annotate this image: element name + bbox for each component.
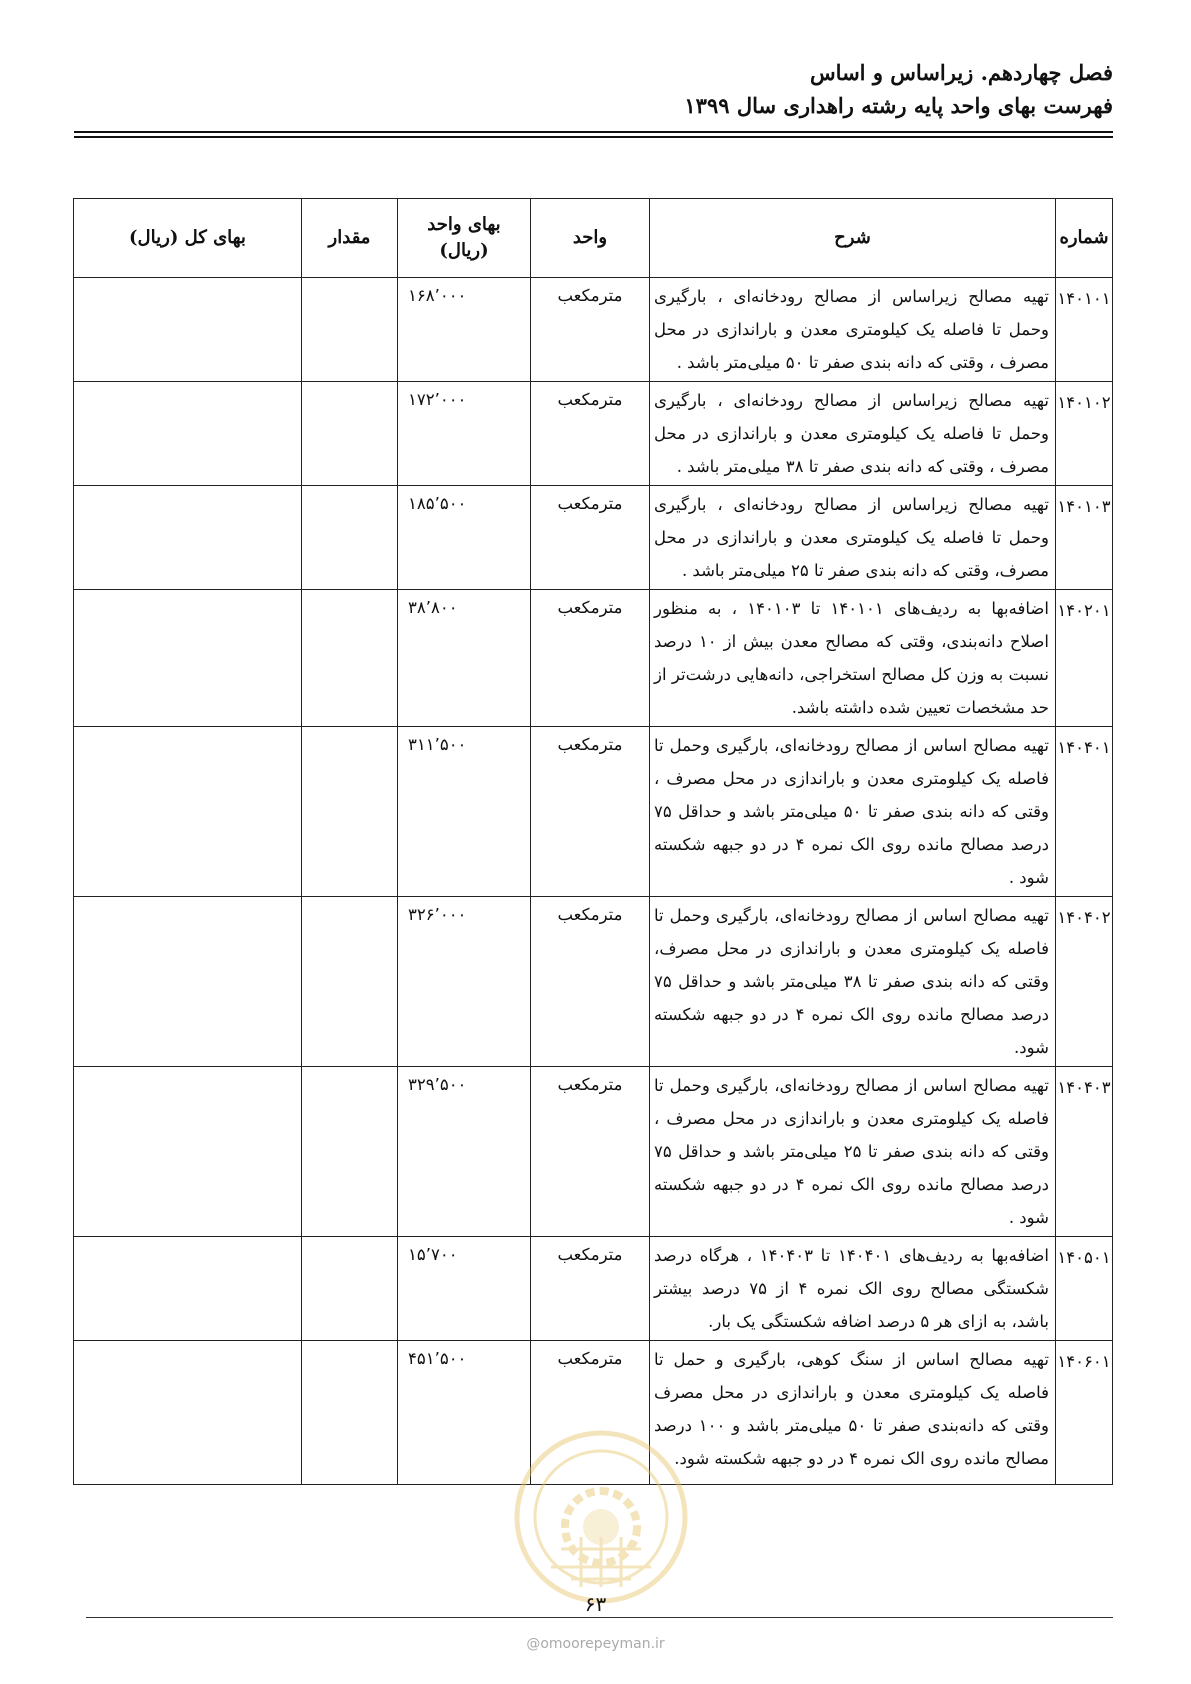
row-description: اضافه‌بها به ردیف‌های ۱۴۰۱۰۱ تا ۱۴۰۱۰۳ ، به منظور اصلاح دانه‌بندی، وقتی که مصالح معدن بیش از ۱۰ درصد نسبت به وزن کل مصالح استخراجی، دانه‌هایی درشت‌تر از حد مشخصات تعیین شده داشته باشد. xyxy=(650,590,1056,727)
row-description: تهیه مصالح زیراساس از مصالح رودخانه‌ای ، بارگیری وحمل تا فاصله یک کیلومتری معدن و باراندازی در محل مصرف ، وقتی که دانه بندی صفر تا ۳۸ میلی‌متر باشد . xyxy=(650,382,1056,486)
row-total xyxy=(74,727,302,897)
row-quantity xyxy=(302,1237,398,1341)
site-watermark: @omoorepeyman.ir xyxy=(526,1636,665,1652)
row-unit-price: ۱۷۲٬۰۰۰ xyxy=(398,382,531,486)
row-total xyxy=(74,897,302,1067)
row-description: تهیه مصالح اساس از سنگ کوهی، بارگیری و حمل تا فاصله یک کیلومتری معدن و باراندازی در محل مصرف وقتی که دانه‌بندی صفر تا ۵۰ میلی‌متر باشد و ۱۰۰ درصد مصالح مانده روی الک نمره ۴ در دو جبهه شکسته شود. xyxy=(650,1341,1056,1485)
header-description: شرح xyxy=(650,199,1056,278)
header-rule-bottom xyxy=(74,136,1113,138)
row-unit: مترمکعب xyxy=(531,1237,650,1341)
row-total xyxy=(74,1341,302,1485)
row-unit-price: ۱۶۸٬۰۰۰ xyxy=(398,278,531,382)
header-unit: واحد xyxy=(531,199,650,278)
row-unit-price: ۳۱۱٬۵۰۰ xyxy=(398,727,531,897)
row-unit-price: ۱۸۵٬۵۰۰ xyxy=(398,486,531,590)
row-unit-price: ۱۵٬۷۰۰ xyxy=(398,1237,531,1341)
table-row xyxy=(74,1067,1113,1237)
table-row xyxy=(74,1237,1113,1341)
row-code: ۱۴۰۵۰۱ xyxy=(1056,1237,1113,1341)
row-quantity xyxy=(302,1067,398,1237)
row-total xyxy=(74,1237,302,1341)
row-unit-price: ۳۲۹٬۵۰۰ xyxy=(398,1067,531,1237)
row-unit-price: ۳۸٬۸۰۰ xyxy=(398,590,531,727)
header-quantity: مقدار xyxy=(302,199,398,278)
header-code: شماره xyxy=(1056,199,1113,278)
row-code: ۱۴۰۱۰۳ xyxy=(1056,486,1113,590)
row-code: ۱۴۰۴۰۲ xyxy=(1056,897,1113,1067)
table-header-row xyxy=(74,199,1113,278)
row-code: ۱۴۰۶۰۱ xyxy=(1056,1341,1113,1485)
row-unit-price: ۳۲۶٬۰۰۰ xyxy=(398,897,531,1067)
row-unit: مترمکعب xyxy=(531,1341,650,1485)
row-unit: مترمکعب xyxy=(531,486,650,590)
row-unit: مترمکعب xyxy=(531,278,650,382)
row-description: تهیه مصالح زیراساس از مصالح رودخانه‌ای ، بارگیری وحمل تا فاصله یک کیلومتری معدن و باراندازی در محل مصرف ، وقتی که دانه بندی صفر تا ۵۰ میلی‌متر باشد . xyxy=(650,278,1056,382)
table-row xyxy=(74,897,1113,1067)
row-unit: مترمکعب xyxy=(531,590,650,727)
row-quantity xyxy=(302,486,398,590)
row-quantity xyxy=(302,1341,398,1485)
table-row xyxy=(74,590,1113,727)
row-code: ۱۴۰۴۰۱ xyxy=(1056,727,1113,897)
row-unit: مترمکعب xyxy=(531,382,650,486)
row-total xyxy=(74,1067,302,1237)
row-unit: مترمکعب xyxy=(531,727,650,897)
row-code: ۱۴۰۱۰۱ xyxy=(1056,278,1113,382)
row-quantity xyxy=(302,897,398,1067)
row-code: ۱۴۰۲۰۱ xyxy=(1056,590,1113,727)
row-total xyxy=(74,382,302,486)
row-code: ۱۴۰۴۰۳ xyxy=(1056,1067,1113,1237)
row-code: ۱۴۰۱۰۲ xyxy=(1056,382,1113,486)
table-row xyxy=(74,1341,1113,1485)
row-description: تهیه مصالح زیراساس از مصالح رودخانه‌ای ، بارگیری وحمل تا فاصله یک کیلومتری معدن و باراندازی در محل مصرف، وقتی که دانه بندی صفر تا ۲۵ میلی‌متر باشد . xyxy=(650,486,1056,590)
row-unit-price: ۴۵۱٬۵۰۰ xyxy=(398,1341,531,1485)
page-number: ۶۳ xyxy=(584,1592,607,1616)
row-description: تهیه مصالح اساس از مصالح رودخانه‌ای، بارگیری وحمل تا فاصله یک کیلومتری معدن و باراندازی در محل مصرف ، وقتی که دانه بندی صفر تا ۵۰ میلی‌متر باشد و حداقل ۷۵ درصد مصالح مانده روی الک نمره ۴ در دو جبهه شکسته شود . xyxy=(650,727,1056,897)
price-list-title: فهرست بهای واحد پایه رشته راهداری سال ۱۳۹۹ xyxy=(684,93,1113,118)
row-description: اضافه‌بها به ردیف‌های ۱۴۰۴۰۱ تا ۱۴۰۴۰۳ ، هرگاه درصد شکستگی مصالح روی الک نمره ۴ از ۷۵ درصد بیشتر باشد، به ازای هر ۵ درصد اضافه شکستگی یک بار. xyxy=(650,1237,1056,1341)
row-total xyxy=(74,486,302,590)
row-unit: مترمکعب xyxy=(531,1067,650,1237)
row-quantity xyxy=(302,278,398,382)
price-table xyxy=(73,198,1113,1485)
header-total-price: بهای کل (ریال) xyxy=(74,199,302,278)
row-quantity xyxy=(302,590,398,727)
table-row xyxy=(74,382,1113,486)
table-row xyxy=(74,486,1113,590)
table-row xyxy=(74,727,1113,897)
chapter-title: فصل چهاردهم. زیراساس و اساس xyxy=(810,60,1113,85)
row-total xyxy=(74,278,302,382)
header-rule-top xyxy=(74,131,1113,133)
header-unit-price: بهای واحد (ریال) xyxy=(398,199,531,278)
footer-rule xyxy=(86,1617,1113,1618)
row-description: تهیه مصالح اساس از مصالح رودخانه‌ای، بارگیری وحمل تا فاصله یک کیلومتری معدن و باراندازی در محل مصرف، وقتی که دانه بندی صفر تا ۳۸ میلی‌متر باشد و حداقل ۷۵ درصد مصالح مانده روی الک نمره ۴ در دو جبهه شکسته شود. xyxy=(650,897,1056,1067)
row-quantity xyxy=(302,382,398,486)
table-row xyxy=(74,278,1113,382)
row-total xyxy=(74,590,302,727)
page-header xyxy=(74,56,1113,122)
row-unit: مترمکعب xyxy=(531,897,650,1067)
row-description: تهیه مصالح اساس از مصالح رودخانه‌ای، بارگیری وحمل تا فاصله یک کیلومتری معدن و باراندازی در محل مصرف ، وقتی که دانه بندی صفر تا ۲۵ میلی‌متر باشد و حداقل ۷۵ درصد مصالح مانده روی الک نمره ۴ در دو جبهه شکسته شود . xyxy=(650,1067,1056,1237)
row-quantity xyxy=(302,727,398,897)
